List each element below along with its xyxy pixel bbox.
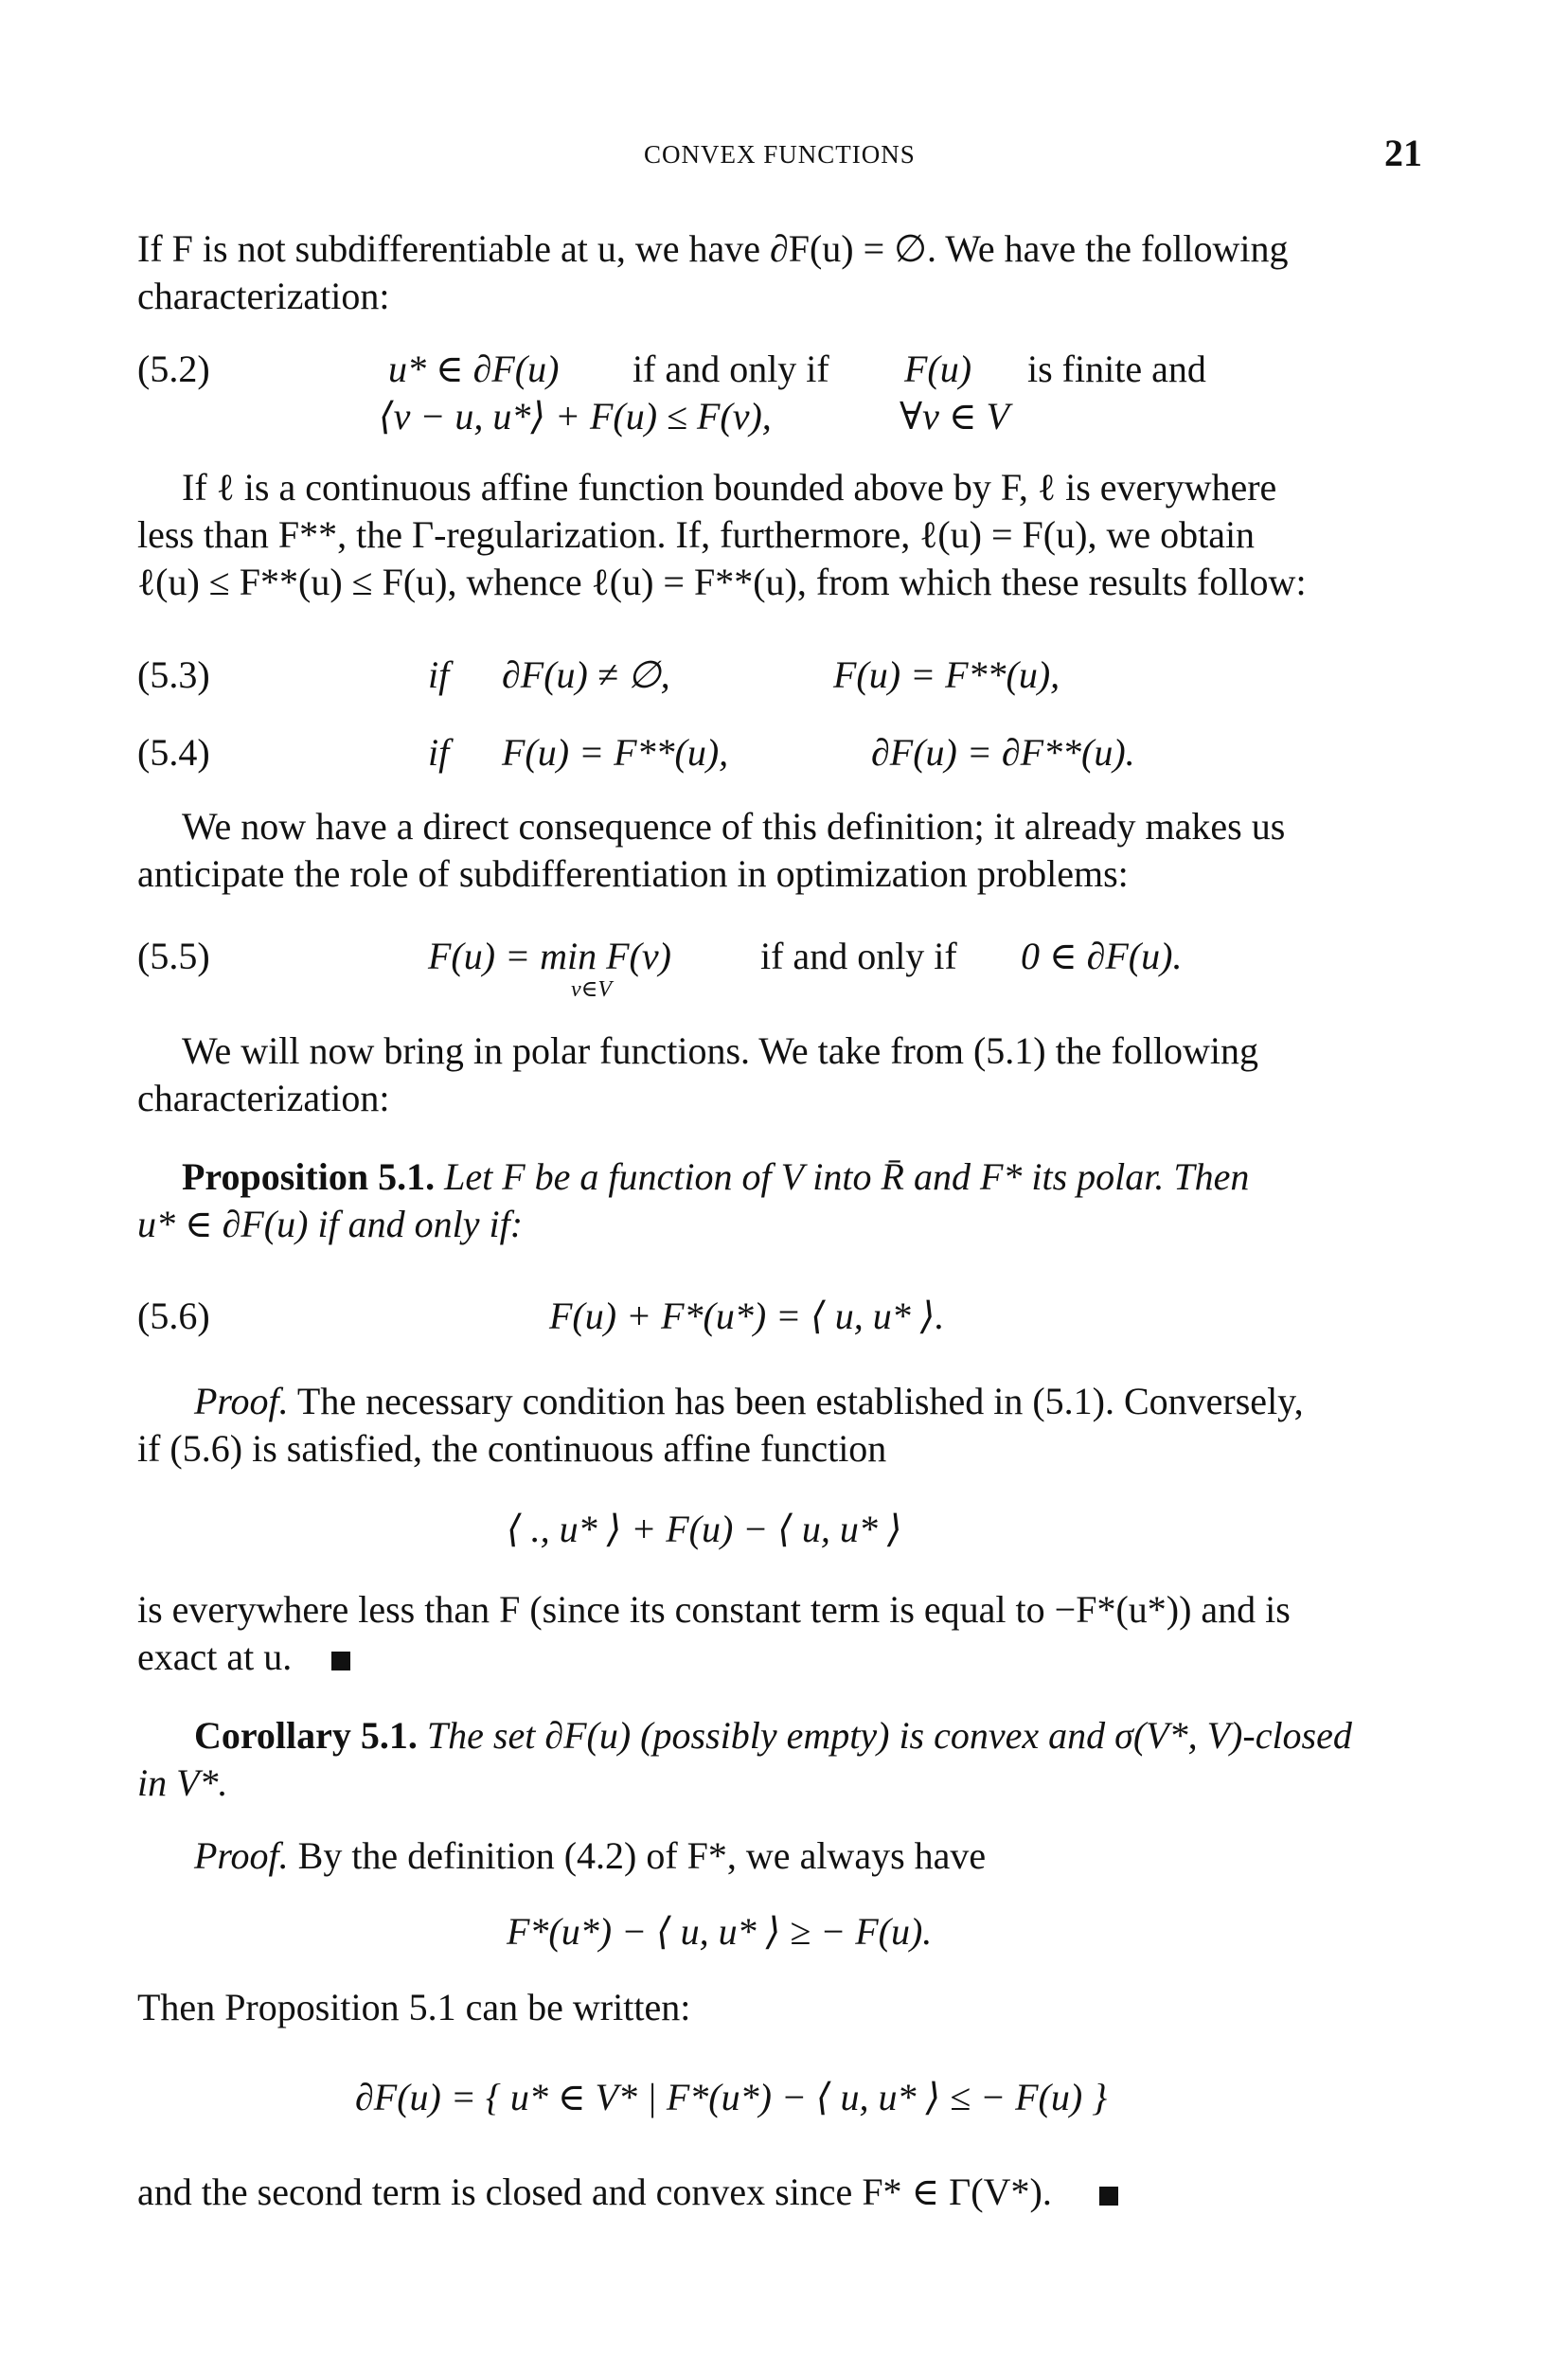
eq55-subscript: v∈V bbox=[571, 977, 613, 1002]
proof2-line1 bbox=[194, 1832, 986, 1880]
para2-line2: less than F**, the Γ-regularization. If, furthermore, ℓ(u) = F(u), we obtain bbox=[137, 513, 1256, 556]
proposition-title: Proposition 5.1. bbox=[182, 1155, 436, 1198]
para2-line3: ℓ(u) ≤ F**(u) ≤ F(u), whence ℓ(u) = F**(u), from which these results follow: bbox=[137, 561, 1307, 603]
para3-line1: We now have a direct consequence of this definition; it already makes us bbox=[182, 805, 1286, 848]
para1-line2: characterization: bbox=[137, 275, 390, 317]
page-number: 21 bbox=[1384, 132, 1422, 174]
running-header: CONVEX FUNCTIONS bbox=[644, 140, 916, 169]
eq53-if: if bbox=[428, 653, 450, 696]
proof1-line4 bbox=[137, 1634, 350, 1681]
corollary-statement bbox=[194, 1712, 1352, 1760]
eq52-forall: ∀v ∈ V bbox=[900, 395, 1009, 438]
proof1-title: Proof. bbox=[194, 1380, 289, 1422]
proof2-line2: Then Proposition 5.1 can be written: bbox=[137, 1986, 691, 2028]
eq53-condition: ∂F(u) ≠ ∅, bbox=[502, 653, 670, 696]
para1-line1: If F is not subdifferentiable at u, we have ∂F(u) = ∅. We have the following bbox=[137, 227, 1289, 270]
proof1-line1 bbox=[194, 1378, 1304, 1425]
eq54-result: ∂F(u) = ∂F**(u). bbox=[871, 731, 1135, 774]
para4-line1: We will now bring in polar functions. We take from (5.1) the following bbox=[182, 1029, 1259, 1072]
proof1-line4-text: exact at u. bbox=[137, 1635, 293, 1678]
proof2-display2: ∂F(u) = { u* ∈ V* | F*(u*) − ⟨ u, u* ⟩ ≤ − F(u) } bbox=[355, 2076, 1108, 2118]
proof2-line1-text: By the definition (4.2) of F*, we always have bbox=[297, 1834, 987, 1877]
eq55-label: (5.5) bbox=[137, 935, 210, 977]
proof2-line3-text: and the second term is closed and convex since F* ∈ Γ(V*). bbox=[137, 2170, 1052, 2213]
eq52-term-c: F(u) bbox=[904, 348, 972, 390]
eq54-label: (5.4) bbox=[137, 731, 210, 774]
eq52-label: (5.2) bbox=[137, 348, 210, 390]
para2-line1: If ℓ is a continuous affine function bounded above by F, ℓ is everywhere bbox=[182, 466, 1277, 509]
eq53-label: (5.3) bbox=[137, 653, 210, 696]
corollary-line1: The set ∂F(u) (possibly empty) is convex and σ(V*, V)-closed bbox=[426, 1714, 1352, 1757]
eq52-term-b: if and only if bbox=[633, 348, 829, 390]
qed-square-icon bbox=[1099, 2187, 1118, 2206]
para4-line2: characterization: bbox=[137, 1077, 390, 1119]
eq53-result: F(u) = F**(u), bbox=[833, 653, 1060, 696]
proof2-line3 bbox=[137, 2169, 1118, 2216]
proof1-line1-text: The necessary condition has been established in (5.1). Conversely, bbox=[296, 1380, 1304, 1422]
proof2-title: Proof. bbox=[194, 1834, 289, 1877]
proof2-display1: F*(u*) − ⟨ u, u* ⟩ ≥ − F(u). bbox=[507, 1910, 933, 1953]
eq54-if: if bbox=[428, 731, 450, 774]
eq54-condition: F(u) = F**(u), bbox=[502, 731, 729, 774]
corollary-line2: in V*. bbox=[137, 1761, 228, 1804]
proposition-line2: u* ∈ ∂F(u) if and only if: bbox=[137, 1203, 524, 1245]
eq55-rhs: 0 ∈ ∂F(u). bbox=[1021, 935, 1183, 977]
eq52-term-d: is finite and bbox=[1027, 348, 1206, 390]
proof1-line3: is everywhere less than F (since its constant term is equal to −F*(u*)) and is bbox=[137, 1588, 1291, 1631]
eq52-term-a: u* ∈ ∂F(u) bbox=[388, 348, 560, 390]
eq55-lhs: F(u) = min F(v) bbox=[428, 935, 671, 977]
eq52-inequality: ⟨v − u, u*⟩ + F(u) ≤ F(v), bbox=[379, 395, 772, 438]
para3-line2: anticipate the role of subdifferentiation in optimization problems: bbox=[137, 852, 1129, 895]
eq56-body: F(u) + F*(u*) = ⟨ u, u* ⟩. bbox=[549, 1295, 945, 1337]
proof1-display: ⟨ ., u* ⟩ + F(u) − ⟨ u, u* ⟩ bbox=[507, 1508, 902, 1550]
eq55-mid: if and only if bbox=[760, 935, 957, 977]
corollary-title: Corollary 5.1. bbox=[194, 1714, 418, 1757]
qed-square-icon bbox=[331, 1652, 350, 1670]
eq56-label: (5.6) bbox=[137, 1295, 210, 1337]
proposition-statement bbox=[182, 1153, 1249, 1201]
proof1-line2: if (5.6) is satisfied, the continuous affine function bbox=[137, 1427, 887, 1470]
proposition-line1: Let F be a function of V into R̄ and F* its polar. Then bbox=[444, 1155, 1250, 1198]
